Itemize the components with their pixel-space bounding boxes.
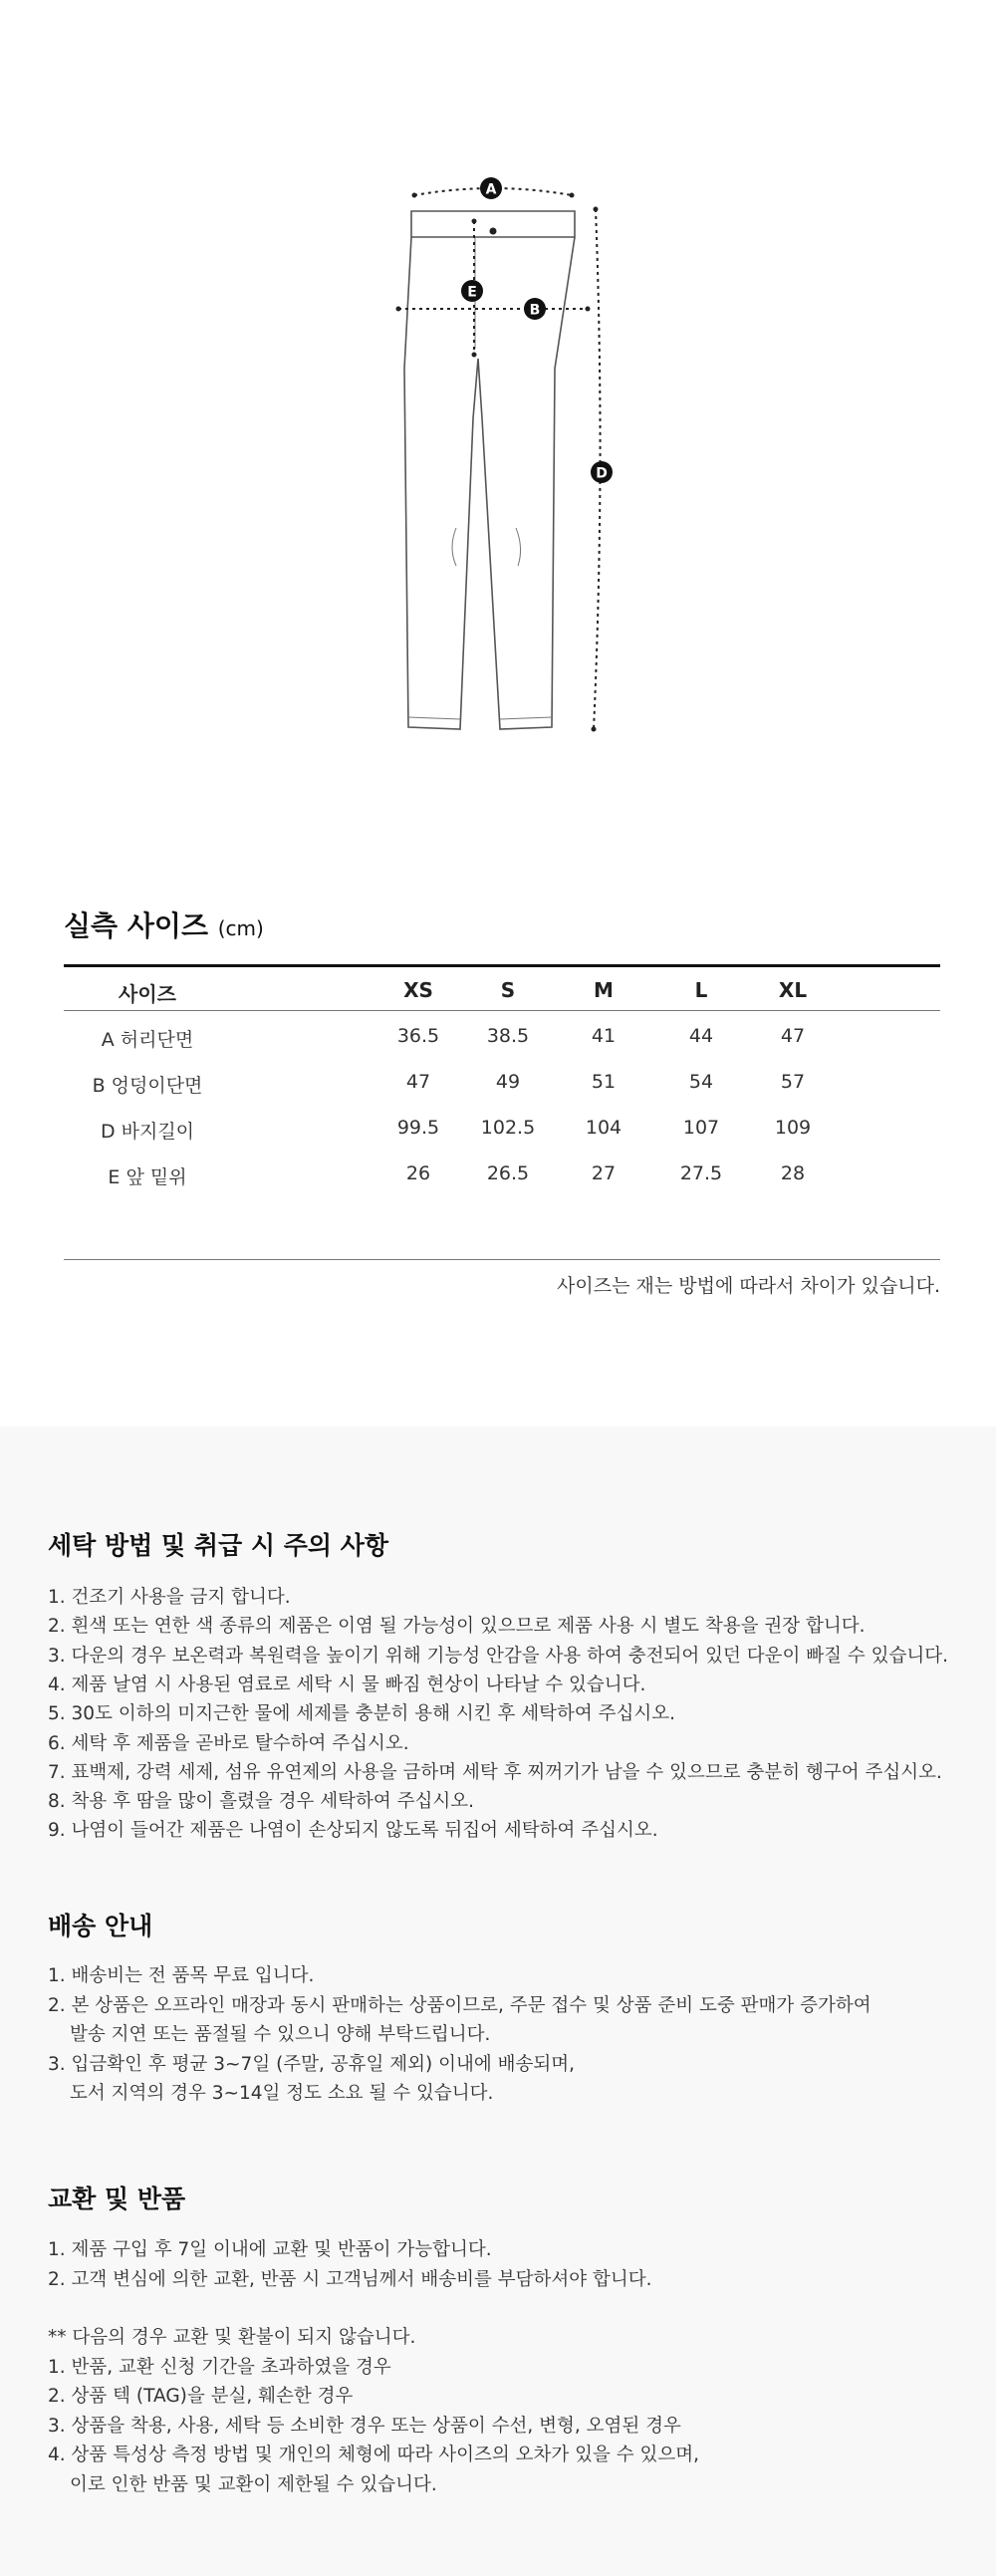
shipping-item: 발송 지연 또는 품절될 수 있으니 양해 부탁드립니다. xyxy=(70,2024,491,2045)
table-cell: 26 xyxy=(405,1162,431,1184)
header-size-xl: XL xyxy=(778,978,808,1002)
label-e: E xyxy=(467,284,477,301)
washing-item: 3. 다운의 경우 보온력과 복원력을 높이기 위해 기능성 안감을 사용 하여 충전되어 있던 다운이 빠질 수 있습니다. xyxy=(48,1645,948,1667)
exclusions-title: ** 다음의 경우 교환 및 환불이 되지 않습니다. xyxy=(48,2327,416,2348)
table-cell: 44 xyxy=(688,1025,714,1047)
table-cell: 51 xyxy=(591,1071,617,1093)
washing-item: 2. 흰색 또는 연한 색 종류의 제품은 이염 될 가능성이 있으므로 제품 사용 시 별도 착용을 권장 합니다. xyxy=(48,1616,866,1638)
pants-diagram-svg xyxy=(378,169,637,747)
header-size-l: L xyxy=(694,978,708,1002)
exclusion-item: 2. 상품 텍 (TAG)을 분실, 훼손한 경우 xyxy=(48,2386,354,2407)
table-cell: 107 xyxy=(682,1117,720,1139)
washing-item: 5. 30도 이하의 미지근한 물에 세제를 충분히 용해 시킨 후 세탁하여 주십시오. xyxy=(48,1703,676,1725)
row-label: D 바지길이 xyxy=(100,1121,195,1143)
washing-item: 1. 건조기 사용을 금지 합니다. xyxy=(48,1587,291,1608)
exchange-item: 1. 제품 구입 후 7일 이내에 교환 및 반품이 가능합니다. xyxy=(48,2239,492,2260)
row-label: B 엉덩이단면 xyxy=(92,1075,203,1097)
exclusion-item: 4. 상품 특성상 측정 방법 및 개인의 체형에 따라 사이즈의 오차가 있을 수 있으며, xyxy=(48,2445,699,2465)
washing-title: 세탁 방법 및 취급 시 주의 사항 xyxy=(48,1531,389,1560)
exchange-item: 2. 고객 변심에 의한 교환, 반품 시 고객님께서 배송비를 부담하셔야 합니다. xyxy=(48,2268,652,2290)
exchange-title: 교환 및 반품 xyxy=(48,2185,186,2213)
table-cell: 38.5 xyxy=(486,1025,530,1047)
table-cell: 49 xyxy=(495,1071,521,1093)
table-cell: 104 xyxy=(585,1117,622,1139)
shipping-item: 도서 지역의 경우 3~14일 정도 소요 될 수 있습니다. xyxy=(70,2083,494,2104)
table-bottom-rule xyxy=(64,1259,940,1260)
table-cell: 102.5 xyxy=(480,1117,536,1139)
label-d: D xyxy=(596,465,608,482)
table-cell: 28 xyxy=(780,1162,806,1184)
info-section xyxy=(0,1426,996,2576)
table-cell: 27 xyxy=(591,1162,617,1184)
washing-item: 4. 제품 날염 시 사용된 염료로 세탁 시 물 빠짐 현상이 나타날 수 있습니다. xyxy=(48,1674,646,1695)
shipping-title: 배송 안내 xyxy=(48,1912,153,1940)
table-top-rule xyxy=(64,964,940,967)
header-size-xs: XS xyxy=(403,978,433,1002)
row-label: E 앞 밑위 xyxy=(108,1166,187,1188)
label-a: A xyxy=(485,181,497,198)
table-cell: 99.5 xyxy=(396,1117,440,1139)
shipping-item: 3. 입금확인 후 평균 3~7일 (주말, 공휴일 제외) 이내에 배송되며, xyxy=(48,2053,575,2075)
size-table-title xyxy=(64,904,264,944)
table-cell: 47 xyxy=(780,1025,806,1047)
washing-item: 6. 세탁 후 제품을 곧바로 탈수하여 주십시오. xyxy=(48,1732,409,1754)
table-cell: 41 xyxy=(591,1025,617,1047)
exclusion-item: 이로 인한 반품 및 교환이 제한될 수 있습니다. xyxy=(70,2473,437,2495)
size-table-unit: (cm) xyxy=(217,916,264,940)
header-size-s: S xyxy=(500,978,516,1002)
header-size-label: 사이즈 xyxy=(119,982,176,1006)
header-size-m: M xyxy=(594,978,614,1002)
label-b: B xyxy=(529,302,541,319)
washing-item: 8. 착용 후 땀을 많이 흘렸을 경우 세탁하여 주십시오. xyxy=(48,1791,474,1813)
exclusion-item: 3. 상품을 착용, 사용, 세탁 등 소비한 경우 또는 상품이 수선, 변형, 오염된 경우 xyxy=(48,2415,681,2437)
size-note: 사이즈는 재는 방법에 따라서 차이가 있습니다. xyxy=(557,1275,940,1297)
table-cell: 57 xyxy=(780,1071,806,1093)
row-label: A 허리단면 xyxy=(101,1029,194,1051)
washing-item: 9. 나염이 들어간 제품은 나염이 손상되지 않도록 뒤집어 세탁하여 주십시오. xyxy=(48,1820,658,1842)
table-header-rule xyxy=(64,1010,940,1011)
table-cell: 27.5 xyxy=(679,1162,723,1184)
table-cell: 54 xyxy=(688,1071,714,1093)
washing-item: 7. 표백제, 강력 세제, 섬유 유연제의 사용을 금하며 세탁 후 찌꺼기가 남을 수 있으므로 충분히 헹구어 주십시오. xyxy=(48,1761,942,1783)
table-cell: 47 xyxy=(405,1071,431,1093)
size-table-title-text: 실측 사이즈 xyxy=(64,909,208,942)
table-cell: 26.5 xyxy=(486,1162,530,1184)
table-cell: 36.5 xyxy=(396,1025,440,1047)
exclusion-item: 1. 반품, 교환 신청 기간을 초과하였을 경우 xyxy=(48,2356,391,2378)
shipping-item: 1. 배송비는 전 품목 무료 입니다. xyxy=(48,1965,315,1986)
table-cell: 109 xyxy=(774,1117,812,1139)
pants-diagram xyxy=(378,169,637,747)
shipping-item: 2. 본 상품은 오프라인 매장과 동시 판매하는 상품이므로, 주문 접수 및 상품 준비 도중 판매가 증가하여 xyxy=(48,1994,872,2016)
